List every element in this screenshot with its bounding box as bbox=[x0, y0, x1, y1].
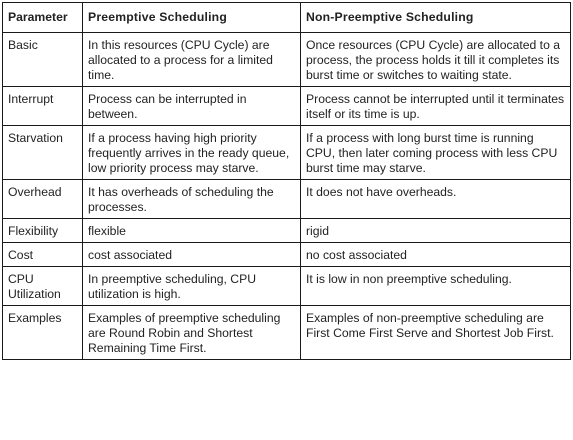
row-non-preemptive-cell: It does not have overheads. bbox=[301, 180, 571, 219]
row-non-preemptive-cell: It is low in non preemptive scheduling. bbox=[301, 267, 571, 306]
table-row bbox=[3, 267, 571, 306]
comparison-table bbox=[2, 2, 571, 360]
row-preemptive-cell: Process can be interrupted in between. bbox=[83, 87, 301, 126]
table-row bbox=[3, 243, 571, 267]
row-parameter: Starvation bbox=[3, 126, 83, 180]
row-preemptive-cell: If a process having high priority frequently arrives in the ready queue, low priority process may starve. bbox=[83, 126, 301, 180]
table-row bbox=[3, 306, 571, 360]
row-parameter: Examples bbox=[3, 306, 83, 360]
header-row bbox=[3, 3, 571, 33]
row-preemptive-cell: flexible bbox=[83, 219, 301, 243]
row-preemptive-cell: Examples of preemptive scheduling are Round Robin and Shortest Remaining Time First. bbox=[83, 306, 301, 360]
row-preemptive-cell: In this resources (CPU Cycle) are allocated to a process for a limited time. bbox=[83, 33, 301, 87]
header-parameter: Parameter bbox=[3, 3, 83, 33]
header-preemptive: Preemptive Scheduling bbox=[83, 3, 301, 33]
table-row bbox=[3, 33, 571, 87]
table-row bbox=[3, 126, 571, 180]
row-parameter: Basic bbox=[3, 33, 83, 87]
table-body bbox=[3, 33, 571, 360]
row-parameter: Cost bbox=[3, 243, 83, 267]
row-non-preemptive-cell: Examples of non-preemptive scheduling are First Come First Serve and Shortest Job First. bbox=[301, 306, 571, 360]
row-non-preemptive-cell: If a process with long burst time is running CPU, then later coming process with less CPU burst time may starve. bbox=[301, 126, 571, 180]
row-non-preemptive-cell: rigid bbox=[301, 219, 571, 243]
row-non-preemptive-cell: no cost associated bbox=[301, 243, 571, 267]
table-row bbox=[3, 87, 571, 126]
row-parameter: Flexibility bbox=[3, 219, 83, 243]
header-non-preemptive: Non-Preemptive Scheduling bbox=[301, 3, 571, 33]
table-row bbox=[3, 219, 571, 243]
row-preemptive-cell: In preemptive scheduling, CPU utilization is high. bbox=[83, 267, 301, 306]
row-preemptive-cell: It has overheads of scheduling the processes. bbox=[83, 180, 301, 219]
row-parameter: Interrupt bbox=[3, 87, 83, 126]
table-header bbox=[3, 3, 571, 33]
row-parameter: CPU Utilization bbox=[3, 267, 83, 306]
row-non-preemptive-cell: Process cannot be interrupted until it terminates itself or its time is up. bbox=[301, 87, 571, 126]
row-preemptive-cell: cost associated bbox=[83, 243, 301, 267]
row-parameter: Overhead bbox=[3, 180, 83, 219]
table-row bbox=[3, 180, 571, 219]
row-non-preemptive-cell: Once resources (CPU Cycle) are allocated to a process, the process holds it till it completes its burst time or switches to waiting state. bbox=[301, 33, 571, 87]
